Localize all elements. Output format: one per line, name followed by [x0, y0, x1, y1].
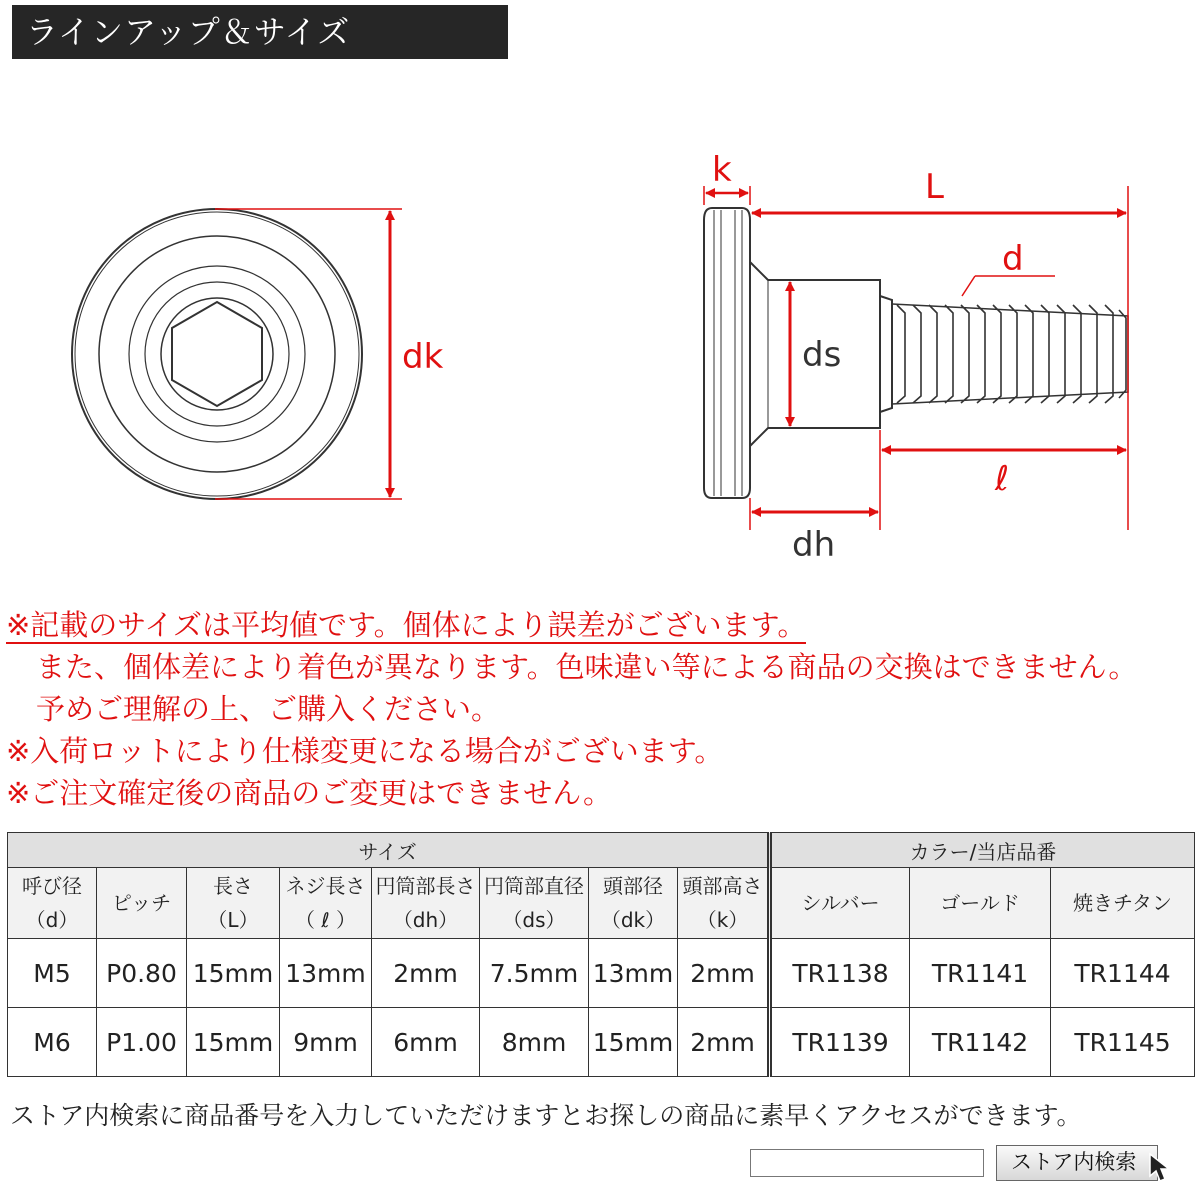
spec-table — [7, 832, 1195, 1077]
table-cell: P0.80 — [97, 939, 187, 1008]
table-cell: 9mm — [280, 1008, 372, 1077]
table-cell: 15mm — [589, 1008, 678, 1077]
header-color-group: カラー/当店品番 — [770, 833, 1195, 868]
table-cell: 15mm — [187, 1008, 280, 1077]
table-cell: M5 — [8, 939, 97, 1008]
table-cell: 2mm — [372, 939, 480, 1008]
label-dk: dk — [402, 337, 444, 377]
column-header: シルバー — [770, 868, 910, 939]
header-size-group: サイズ — [8, 833, 770, 868]
table-cell: TR1144 — [1051, 939, 1195, 1008]
table-cell: 2mm — [678, 939, 770, 1008]
note-average-size: ※記載のサイズは平均値です。個体により誤差がございます。 — [6, 608, 807, 642]
column-header: 頭部径 （dk） — [589, 868, 678, 939]
label-L: L — [925, 167, 944, 207]
hex-socket-icon — [172, 302, 262, 406]
table-row — [8, 1008, 1195, 1077]
column-header: 頭部高さ （k） — [678, 868, 770, 939]
table-cell: 2mm — [678, 1008, 770, 1077]
column-header: ゴールド — [910, 868, 1051, 939]
column-header: 呼び径 （d） — [8, 868, 97, 939]
table-cell: 7.5mm — [480, 939, 589, 1008]
store-search-button[interactable]: ストア内検索 — [996, 1145, 1158, 1181]
table-cell: TR1139 — [770, 1008, 910, 1077]
note-color-variation: また、個体差により着色が異なります。色味違い等による商品の交換はできません。 — [36, 650, 1138, 684]
table-cell: TR1138 — [770, 939, 910, 1008]
label-k: k — [712, 150, 732, 190]
column-header: 円筒部長さ （dh） — [372, 868, 480, 939]
table-cell: M6 — [8, 1008, 97, 1077]
table-cell: TR1142 — [910, 1008, 1051, 1077]
column-header: ピッチ — [97, 868, 187, 939]
table-cell: 15mm — [187, 939, 280, 1008]
note-understanding: 予めご理解の上、ご購入ください。 — [36, 692, 501, 726]
table-cell: TR1145 — [1051, 1008, 1195, 1077]
table-cell: 13mm — [589, 939, 678, 1008]
store-search-hint: ストア内検索に商品番号を入力していただけますとお探しの商品に素早くアクセスができます。 — [10, 1101, 1082, 1130]
table-cell: 6mm — [372, 1008, 480, 1077]
bolt-dimension-diagram — [0, 0, 1200, 590]
table-cell: P1.00 — [97, 1008, 187, 1077]
label-d: d — [1002, 239, 1024, 279]
table-cell: TR1141 — [910, 939, 1051, 1008]
section-title: ラインアップ＆サイズ — [12, 5, 508, 59]
bolt-side-view — [704, 208, 1128, 498]
bolt-head-front-view — [72, 209, 362, 499]
label-l: ℓ — [995, 459, 1010, 499]
column-header: 円筒部直径 （ds） — [480, 868, 589, 939]
label-dh: dh — [792, 525, 836, 565]
table-cell: 8mm — [480, 1008, 589, 1077]
cursor-arrow-icon — [1146, 1150, 1178, 1186]
notes — [6, 604, 1200, 814]
column-header: 長さ （L） — [187, 868, 280, 939]
note-no-change: ※ご注文確定後の商品のご変更はできません。 — [6, 776, 613, 810]
note-spec-change: ※入荷ロットにより仕様変更になる場合がございます。 — [6, 734, 724, 768]
column-header: 焼きチタン — [1051, 868, 1195, 939]
label-ds: ds — [802, 335, 842, 375]
column-header: ネジ長さ （ ℓ ） — [280, 868, 372, 939]
table-row — [8, 939, 1195, 1008]
table-cell: 13mm — [280, 939, 372, 1008]
thread-lines — [897, 305, 1126, 403]
store-search-input[interactable] — [750, 1149, 984, 1177]
